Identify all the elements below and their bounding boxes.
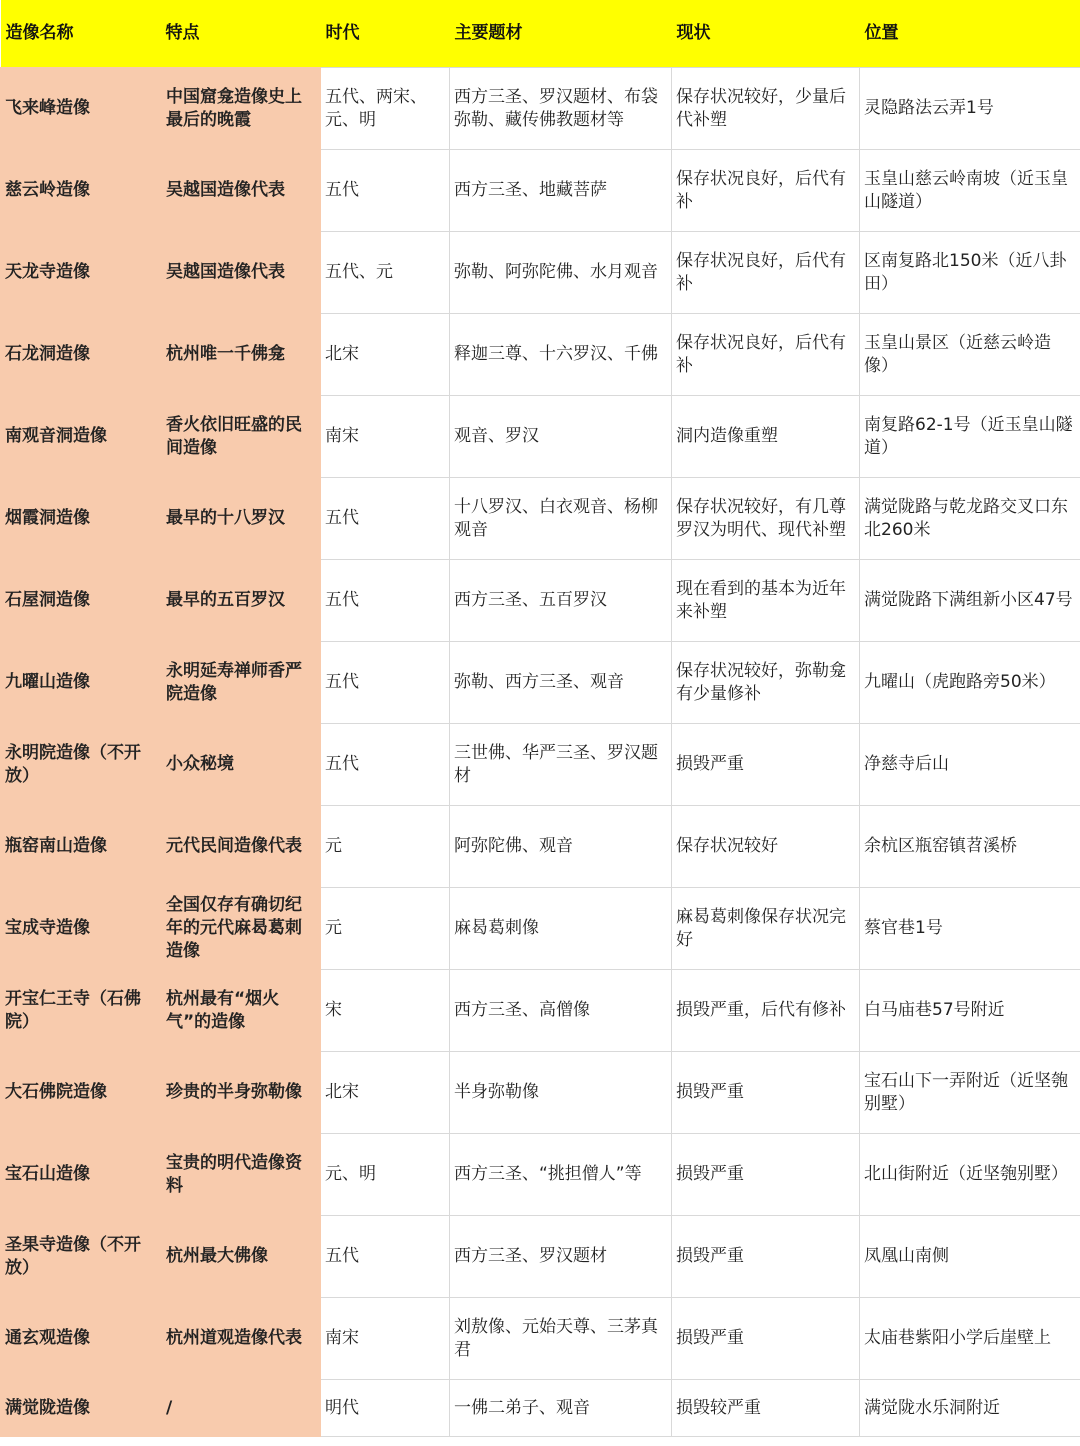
cell-location: 满觉陇水乐洞附近 bbox=[860, 1380, 1080, 1437]
table-row bbox=[1, 1216, 1080, 1298]
table-row bbox=[1, 888, 1080, 970]
table-row bbox=[1, 232, 1080, 314]
cell-status: 保存状况良好，后代有补 bbox=[672, 232, 860, 314]
cell-feature: 小众秘境 bbox=[161, 724, 321, 806]
cell-location: 余杭区瓶窑镇苕溪桥 bbox=[860, 806, 1080, 888]
table-row bbox=[1, 1380, 1080, 1437]
table-row bbox=[1, 724, 1080, 806]
cell-feature: 全国仅存有确切纪年的元代麻曷葛刺造像 bbox=[161, 888, 321, 970]
cell-status: 麻曷葛刺像保存状况完好 bbox=[672, 888, 860, 970]
cell-name: 永明院造像（不开放） bbox=[1, 724, 161, 806]
cell-status: 损毁严重，后代有修补 bbox=[672, 970, 860, 1052]
cell-feature: 杭州最有“烟火气”的造像 bbox=[161, 970, 321, 1052]
cell-name: 开宝仁王寺（石佛院） bbox=[1, 970, 161, 1052]
cell-name: 九曜山造像 bbox=[1, 642, 161, 724]
cell-location: 灵隐路法云弄1号 bbox=[860, 68, 1080, 150]
table-row bbox=[1, 806, 1080, 888]
cell-era: 元 bbox=[321, 888, 450, 970]
header-cell-name: 造像名称 bbox=[1, 0, 161, 68]
cell-feature: 最早的十八罗汉 bbox=[161, 478, 321, 560]
header-row bbox=[1, 0, 1080, 68]
cell-theme: 观音、罗汉 bbox=[450, 396, 672, 478]
cell-era: 元、明 bbox=[321, 1134, 450, 1216]
cell-status: 损毁严重 bbox=[672, 1298, 860, 1380]
cell-feature: 吴越国造像代表 bbox=[161, 232, 321, 314]
cell-status: 损毁较严重 bbox=[672, 1380, 860, 1437]
cell-location: 满觉陇路与乾龙路交叉口东北260米 bbox=[860, 478, 1080, 560]
table-row bbox=[1, 1134, 1080, 1216]
cell-era: 南宋 bbox=[321, 1298, 450, 1380]
cell-era: 五代 bbox=[321, 560, 450, 642]
cell-theme: 释迦三尊、十六罗汉、千佛 bbox=[450, 314, 672, 396]
cell-feature: 最早的五百罗汉 bbox=[161, 560, 321, 642]
cell-status: 洞内造像重塑 bbox=[672, 396, 860, 478]
cell-status: 保存状况良好，后代有补 bbox=[672, 150, 860, 232]
cell-location: 宝石山下一弄附近（近坚匏别墅） bbox=[860, 1052, 1080, 1134]
cell-name: 满觉陇造像 bbox=[1, 1380, 161, 1437]
table-row bbox=[1, 642, 1080, 724]
cell-era: 五代 bbox=[321, 724, 450, 806]
cell-theme: 西方三圣、地藏菩萨 bbox=[450, 150, 672, 232]
cell-status: 保存状况较好，少量后代补塑 bbox=[672, 68, 860, 150]
cell-feature: 珍贵的半身弥勒像 bbox=[161, 1052, 321, 1134]
cell-location: 蔡官巷1号 bbox=[860, 888, 1080, 970]
cell-era: 五代 bbox=[321, 642, 450, 724]
cell-era: 北宋 bbox=[321, 314, 450, 396]
table-row bbox=[1, 1298, 1080, 1380]
cell-era: 元 bbox=[321, 806, 450, 888]
header-cell-theme: 主要题材 bbox=[450, 0, 672, 68]
cell-theme: 西方三圣、罗汉题材 bbox=[450, 1216, 672, 1298]
cell-theme: 半身弥勒像 bbox=[450, 1052, 672, 1134]
cell-location: 北山街附近（近坚匏别墅） bbox=[860, 1134, 1080, 1216]
cell-theme: 西方三圣、五百罗汉 bbox=[450, 560, 672, 642]
table-row bbox=[1, 150, 1080, 232]
cell-location: 凤凰山南侧 bbox=[860, 1216, 1080, 1298]
cell-theme: 十八罗汉、白衣观音、杨柳观音 bbox=[450, 478, 672, 560]
cell-theme: 弥勒、阿弥陀佛、水月观音 bbox=[450, 232, 672, 314]
cell-era: 五代、两宋、元、明 bbox=[321, 68, 450, 150]
cell-era: 五代 bbox=[321, 150, 450, 232]
cell-theme: 阿弥陀佛、观音 bbox=[450, 806, 672, 888]
cell-name: 大石佛院造像 bbox=[1, 1052, 161, 1134]
cell-location: 白马庙巷57号附近 bbox=[860, 970, 1080, 1052]
table-row bbox=[1, 478, 1080, 560]
cell-status: 保存状况较好，有几尊罗汉为明代、现代补塑 bbox=[672, 478, 860, 560]
cell-name: 烟霞洞造像 bbox=[1, 478, 161, 560]
header-cell-era: 时代 bbox=[321, 0, 450, 68]
cell-location: 九曜山（虎跑路旁50米） bbox=[860, 642, 1080, 724]
cell-era: 北宋 bbox=[321, 1052, 450, 1134]
cell-location: 太庙巷紫阳小学后崖壁上 bbox=[860, 1298, 1080, 1380]
cell-theme: 麻曷葛刺像 bbox=[450, 888, 672, 970]
cell-name: 通玄观造像 bbox=[1, 1298, 161, 1380]
cell-feature: 永明延寿禅师香严院造像 bbox=[161, 642, 321, 724]
cell-theme: 刘敖像、元始天尊、三茅真君 bbox=[450, 1298, 672, 1380]
cell-era: 五代 bbox=[321, 478, 450, 560]
cell-name: 圣果寺造像（不开放） bbox=[1, 1216, 161, 1298]
table-row bbox=[1, 970, 1080, 1052]
cell-name: 石屋洞造像 bbox=[1, 560, 161, 642]
cell-name: 石龙洞造像 bbox=[1, 314, 161, 396]
cell-status: 损毁严重 bbox=[672, 724, 860, 806]
cell-theme: 西方三圣、高僧像 bbox=[450, 970, 672, 1052]
cell-name: 瓶窑南山造像 bbox=[1, 806, 161, 888]
cell-name: 宝石山造像 bbox=[1, 1134, 161, 1216]
cell-status: 现在看到的基本为近年来补塑 bbox=[672, 560, 860, 642]
table-row bbox=[1, 68, 1080, 150]
cell-feature: / bbox=[161, 1380, 321, 1437]
cell-era: 五代、元 bbox=[321, 232, 450, 314]
cell-location: 满觉陇路下满组新小区47号 bbox=[860, 560, 1080, 642]
table-row bbox=[1, 560, 1080, 642]
header-cell-feature: 特点 bbox=[161, 0, 321, 68]
cell-location: 净慈寺后山 bbox=[860, 724, 1080, 806]
cell-feature: 中国窟龛造像史上最后的晚霞 bbox=[161, 68, 321, 150]
cell-location: 南复路62-1号（近玉皇山隧道） bbox=[860, 396, 1080, 478]
cell-feature: 吴越国造像代表 bbox=[161, 150, 321, 232]
cell-name: 南观音洞造像 bbox=[1, 396, 161, 478]
cell-era: 明代 bbox=[321, 1380, 450, 1437]
cell-era: 宋 bbox=[321, 970, 450, 1052]
cell-location: 玉皇山慈云岭南坡（近玉皇山隧道） bbox=[860, 150, 1080, 232]
cell-feature: 香火依旧旺盛的民间造像 bbox=[161, 396, 321, 478]
cell-name: 天龙寺造像 bbox=[1, 232, 161, 314]
cell-feature: 元代民间造像代表 bbox=[161, 806, 321, 888]
cell-status: 保存状况较好 bbox=[672, 806, 860, 888]
cell-status: 保存状况良好，后代有补 bbox=[672, 314, 860, 396]
cell-era: 南宋 bbox=[321, 396, 450, 478]
cell-location: 玉皇山景区（近慈云岭造像） bbox=[860, 314, 1080, 396]
cell-location: 区南复路北150米（近八卦田） bbox=[860, 232, 1080, 314]
cell-theme: 弥勒、西方三圣、观音 bbox=[450, 642, 672, 724]
table-row bbox=[1, 1052, 1080, 1134]
table-row bbox=[1, 396, 1080, 478]
cell-name: 慈云岭造像 bbox=[1, 150, 161, 232]
cell-status: 损毁严重 bbox=[672, 1216, 860, 1298]
cell-theme: 西方三圣、罗汉题材、布袋弥勒、藏传佛教题材等 bbox=[450, 68, 672, 150]
cell-feature: 杭州道观造像代表 bbox=[161, 1298, 321, 1380]
table-body bbox=[1, 68, 1080, 1437]
cell-name: 飞来峰造像 bbox=[1, 68, 161, 150]
cell-theme: 西方三圣、“挑担僧人”等 bbox=[450, 1134, 672, 1216]
cell-theme: 三世佛、华严三圣、罗汉题材 bbox=[450, 724, 672, 806]
cell-name: 宝成寺造像 bbox=[1, 888, 161, 970]
table-row bbox=[1, 314, 1080, 396]
cell-status: 保存状况较好，弥勒龛有少量修补 bbox=[672, 642, 860, 724]
cell-theme: 一佛二弟子、观音 bbox=[450, 1380, 672, 1437]
header-cell-location: 位置 bbox=[860, 0, 1080, 68]
cell-era: 五代 bbox=[321, 1216, 450, 1298]
header-cell-status: 现状 bbox=[672, 0, 860, 68]
cell-feature: 杭州最大佛像 bbox=[161, 1216, 321, 1298]
cell-feature: 宝贵的明代造像资料 bbox=[161, 1134, 321, 1216]
cell-status: 损毁严重 bbox=[672, 1052, 860, 1134]
cell-feature: 杭州唯一千佛龛 bbox=[161, 314, 321, 396]
cell-status: 损毁严重 bbox=[672, 1134, 860, 1216]
